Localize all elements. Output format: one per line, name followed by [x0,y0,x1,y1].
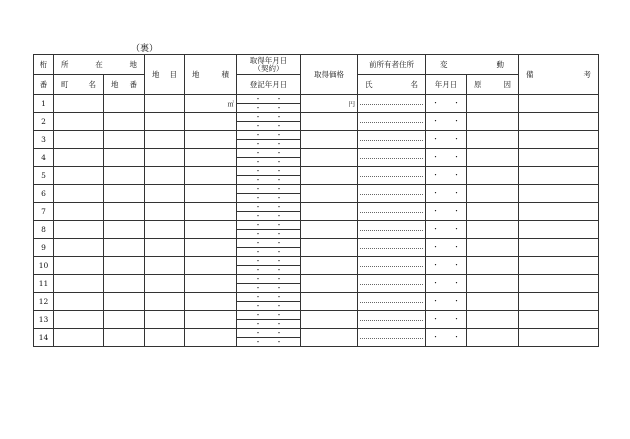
town-cell[interactable] [54,221,104,239]
price-cell[interactable] [301,95,358,113]
change-reason-cell[interactable] [467,131,519,149]
town-cell[interactable] [54,149,104,167]
dotted-divider [360,338,423,339]
header-area: 地 積 [185,55,237,95]
dotted-divider [360,212,423,213]
land-category-cell[interactable] [145,329,185,347]
change-date-cell[interactable]: ・ ・ [426,275,467,293]
lot-cell[interactable] [104,293,145,311]
previous-owner-cell[interactable] [358,95,426,113]
dotted-divider [360,140,423,141]
acquired-date-field[interactable]: ・ ・ [237,131,300,140]
price-cell[interactable] [301,131,358,149]
registered-date-field[interactable]: ・ ・ [254,247,283,256]
town-cell[interactable] [54,185,104,203]
lot-cell[interactable] [104,185,145,203]
land-category-cell[interactable] [145,167,185,185]
price-cell[interactable] [301,167,358,185]
registered-date-field[interactable]: ・ ・ [254,283,283,292]
change-date-cell[interactable]: ・ ・ [426,113,467,131]
land-category-cell[interactable] [145,149,185,167]
previous-owner-cell[interactable] [358,221,426,239]
table-row [34,329,599,347]
acquired-date-field[interactable]: ・ ・ [237,275,300,284]
page-side-label: （裏） [131,44,159,54]
change-date-cell[interactable]: ・ ・ [426,203,467,221]
acquired-date-field[interactable]: ・ ・ [237,203,300,212]
date-cell[interactable] [237,167,301,185]
date-cell[interactable] [237,113,301,131]
price-cell[interactable] [301,275,358,293]
price-cell[interactable] [301,329,358,347]
date-cell[interactable] [237,257,301,275]
registered-date-field[interactable]: ・ ・ [254,265,283,274]
remarks-cell[interactable] [519,311,599,329]
land-category-cell[interactable] [145,311,185,329]
land-category-cell[interactable] [145,239,185,257]
previous-owner-cell[interactable] [358,185,426,203]
change-reason-cell[interactable] [467,221,519,239]
date-cell[interactable] [237,149,301,167]
town-cell[interactable] [54,131,104,149]
lot-cell[interactable] [104,257,145,275]
registered-date-field[interactable]: ・ ・ [254,175,283,184]
previous-owner-cell[interactable] [358,257,426,275]
lot-cell[interactable] [104,329,145,347]
header-town: 町 名 [54,75,104,95]
land-category-cell[interactable] [145,203,185,221]
change-reason-cell[interactable] [467,239,519,257]
remarks-cell[interactable] [519,239,599,257]
change-reason-cell[interactable] [467,149,519,167]
remarks-cell[interactable] [519,95,599,113]
price-cell[interactable] [301,185,358,203]
dotted-divider [360,158,423,159]
row-number: 4 [34,149,54,167]
date-cell[interactable] [237,185,301,203]
dotted-divider [360,320,423,321]
previous-owner-cell[interactable] [358,167,426,185]
previous-owner-cell[interactable] [358,149,426,167]
header-change-reason: 原 因 [467,75,519,95]
row-number: 3 [34,131,54,149]
acquired-date-field[interactable]: ・ ・ [237,329,300,338]
lot-cell[interactable] [104,131,145,149]
remarks-cell[interactable] [519,329,599,347]
change-date-cell[interactable]: ・ ・ [426,329,467,347]
row-number: 10 [34,257,54,275]
price-cell[interactable] [301,149,358,167]
previous-owner-cell[interactable] [358,113,426,131]
header-row-number-top: 桁 [34,55,54,75]
town-cell[interactable] [54,239,104,257]
row-number: 8 [34,221,54,239]
acquired-date-field[interactable]: ・ ・ [237,167,300,176]
date-cell[interactable] [237,329,301,347]
row-number: 1 [34,95,54,113]
dotted-divider [360,284,423,285]
area-unit: ㎡ [227,100,234,109]
change-date-cell[interactable]: ・ ・ [426,221,467,239]
acquired-date-field[interactable]: ・ ・ [237,95,300,104]
land-category-cell[interactable] [145,95,185,113]
lot-cell[interactable] [104,239,145,257]
date-cell[interactable] [237,131,301,149]
previous-owner-cell[interactable] [358,203,426,221]
lot-cell[interactable] [104,221,145,239]
registered-date-field[interactable]: ・ ・ [254,229,283,238]
date-cell[interactable] [237,275,301,293]
table-row [34,113,599,131]
acquired-date-field[interactable]: ・ ・ [237,113,300,122]
change-reason-cell[interactable] [467,185,519,203]
registered-date-field[interactable]: ・ ・ [254,319,283,328]
town-cell[interactable] [54,167,104,185]
change-date-cell[interactable]: ・ ・ [426,311,467,329]
lot-cell[interactable] [104,167,145,185]
registered-date-field[interactable]: ・ ・ [254,193,283,202]
table-row [34,203,599,221]
registered-date-field[interactable]: ・ ・ [254,157,283,166]
registered-date-field[interactable]: ・ ・ [254,103,283,112]
ledger-body [34,95,599,347]
area-cell[interactable] [185,275,237,293]
price-cell[interactable] [301,221,358,239]
previous-owner-cell[interactable] [358,311,426,329]
lot-cell[interactable] [104,149,145,167]
row-number: 11 [34,275,54,293]
dotted-divider [360,176,423,177]
land-category-cell[interactable] [145,185,185,203]
lot-cell[interactable] [104,95,145,113]
dotted-divider [360,266,423,267]
change-reason-cell[interactable] [467,275,519,293]
change-date-cell[interactable]: ・ ・ [426,131,467,149]
table-row [34,95,599,113]
header-registered-date: 登記年月日 [237,75,301,95]
change-reason-cell[interactable] [467,113,519,131]
table-row [34,275,599,293]
remarks-cell[interactable] [519,293,599,311]
row-number: 2 [34,113,54,131]
area-cell[interactable] [185,95,237,113]
area-cell[interactable] [185,185,237,203]
table-row [34,293,599,311]
row-number: 5 [34,167,54,185]
date-cell[interactable] [237,311,301,329]
area-cell[interactable] [185,167,237,185]
price-cell[interactable] [301,203,358,221]
land-category-cell[interactable] [145,131,185,149]
table-row [34,221,599,239]
change-reason-cell[interactable] [467,95,519,113]
price-cell[interactable] [301,239,358,257]
remarks-cell[interactable] [519,203,599,221]
date-cell[interactable] [237,239,301,257]
land-category-cell[interactable] [145,293,185,311]
row-number: 14 [34,329,54,347]
acquired-date-field[interactable]: ・ ・ [237,257,300,266]
area-cell[interactable] [185,221,237,239]
town-cell[interactable] [54,257,104,275]
table-row [34,239,599,257]
remarks-cell[interactable] [519,149,599,167]
previous-owner-cell[interactable] [358,275,426,293]
land-category-cell[interactable] [145,221,185,239]
change-reason-cell[interactable] [467,167,519,185]
header-previous-owner: 前所有者住所 [358,55,426,75]
price-cell[interactable] [301,113,358,131]
town-cell[interactable] [54,293,104,311]
remarks-cell[interactable] [519,131,599,149]
header-land-category: 地 目 [145,55,185,95]
lot-cell[interactable] [104,311,145,329]
land-category-cell[interactable] [145,275,185,293]
previous-owner-cell[interactable] [358,293,426,311]
registered-date-field[interactable]: ・ ・ [254,139,283,148]
header-change: 変 動 [426,55,519,75]
price-cell[interactable] [301,293,358,311]
lot-cell[interactable] [104,113,145,131]
lot-cell[interactable] [104,275,145,293]
header-row-top [34,55,599,75]
header-location: 所 在 地 [54,55,145,75]
row-number: 6 [34,185,54,203]
table-row [34,311,599,329]
area-cell[interactable] [185,113,237,131]
row-number: 13 [34,311,54,329]
change-date-cell[interactable]: ・ ・ [426,293,467,311]
table-row [34,167,599,185]
dotted-divider [360,122,423,123]
town-cell[interactable] [54,95,104,113]
change-reason-cell[interactable] [467,311,519,329]
header-row-number-bottom: 番 [34,75,54,95]
dotted-divider [360,248,423,249]
change-date-cell[interactable]: ・ ・ [426,95,467,113]
area-cell[interactable] [185,257,237,275]
table-row [34,185,599,203]
land-category-cell[interactable] [145,257,185,275]
price-cell[interactable] [301,311,358,329]
town-cell[interactable] [54,113,104,131]
area-cell[interactable] [185,239,237,257]
date-cell[interactable] [237,203,301,221]
header-acquisition-price: 取得価格 [301,55,358,95]
registered-date-field[interactable]: ・ ・ [254,121,283,130]
change-date-cell[interactable]: ・ ・ [426,239,467,257]
table-row [34,149,599,167]
town-cell[interactable] [54,203,104,221]
dotted-divider [360,302,423,303]
acquired-date-field[interactable]: ・ ・ [237,239,300,248]
remarks-cell[interactable] [519,113,599,131]
registered-date-field[interactable]: ・ ・ [254,211,283,220]
previous-owner-cell[interactable] [358,239,426,257]
previous-owner-cell[interactable] [358,329,426,347]
town-cell[interactable] [54,329,104,347]
change-date-cell[interactable]: ・ ・ [426,149,467,167]
acquired-date-field[interactable]: ・ ・ [237,221,300,230]
change-reason-cell[interactable] [467,257,519,275]
row-number: 7 [34,203,54,221]
town-cell[interactable] [54,311,104,329]
land-register-table [33,54,599,347]
header-change-date: 年月日 [426,75,467,95]
remarks-cell[interactable] [519,185,599,203]
date-cell[interactable] [237,293,301,311]
acquired-date-field[interactable]: ・ ・ [237,149,300,158]
header-acquired-date: 取得年月日 （契約） [237,55,301,75]
dotted-divider [360,230,423,231]
lot-cell[interactable] [104,203,145,221]
row-number: 12 [34,293,54,311]
area-cell[interactable] [185,293,237,311]
area-cell[interactable] [185,149,237,167]
table-row [34,257,599,275]
remarks-cell[interactable] [519,257,599,275]
change-reason-cell[interactable] [467,329,519,347]
remarks-cell[interactable] [519,221,599,239]
remarks-cell[interactable] [519,275,599,293]
header-owner-name: 氏 名 [358,75,426,95]
price-unit: 円 [348,100,355,109]
acquired-date-field[interactable]: ・ ・ [237,293,300,302]
change-reason-cell[interactable] [467,293,519,311]
area-cell[interactable] [185,311,237,329]
header-remarks: 備 考 [519,55,599,95]
change-reason-cell[interactable] [467,203,519,221]
remarks-cell[interactable] [519,167,599,185]
dotted-divider [360,104,423,105]
acquired-date-field[interactable]: ・ ・ [237,185,300,194]
registered-date-field[interactable]: ・ ・ [254,337,283,346]
land-category-cell[interactable] [145,113,185,131]
area-cell[interactable] [185,329,237,347]
town-cell[interactable] [54,275,104,293]
area-cell[interactable] [185,131,237,149]
dotted-divider [360,194,423,195]
change-date-cell[interactable]: ・ ・ [426,167,467,185]
change-date-cell[interactable]: ・ ・ [426,185,467,203]
acquired-date-field[interactable]: ・ ・ [237,311,300,320]
table-row [34,131,599,149]
date-cell[interactable] [237,95,301,113]
previous-owner-cell[interactable] [358,131,426,149]
area-cell[interactable] [185,203,237,221]
registered-date-field[interactable]: ・ ・ [254,301,283,310]
price-cell[interactable] [301,257,358,275]
date-cell[interactable] [237,221,301,239]
change-date-cell[interactable]: ・ ・ [426,257,467,275]
row-number: 9 [34,239,54,257]
header-lot: 地 番 [104,75,145,95]
